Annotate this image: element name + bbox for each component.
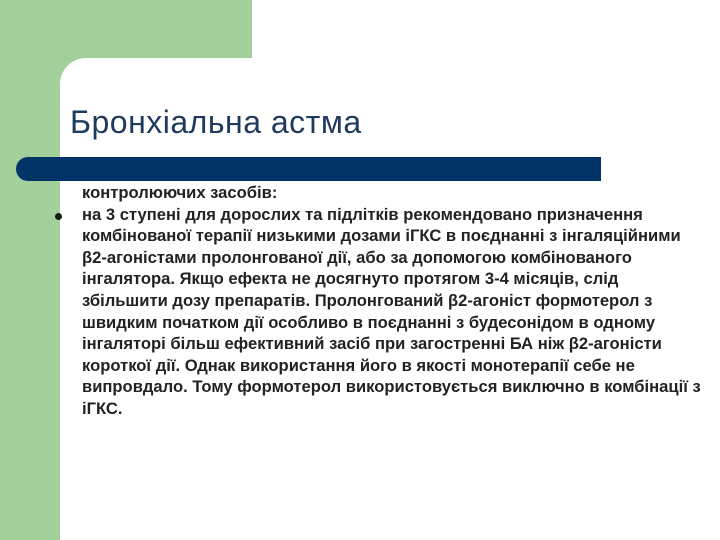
bullet-text: на 3 ступені для дорослих та підлітків рекомендовано призначення комбінованої терапії низькими дозами іГКС в поєднанні з інгаляційними β2-агоністами пролонгованої дії, або за допомогою комбінованого інгалятора. Якщо ефекта не досягнуто протягом 3-4 місяців, слід збільшити дозу препаратів. Пролонгований β2-агоніст формотерол з швидким початком дії особливо в поєднанні з будесонідом в одному інгаляторі більш ефективний засіб при загостренні БА ніж β2-агоністи короткої дії. Однак використання його в якості монотерапії себе не випровдало. Тому формотерол використовується виключно в комбінації з іГКС. xyxy=(82,204,701,418)
bullet-item xyxy=(82,204,707,420)
title-underline-bar xyxy=(16,157,601,181)
slide-body xyxy=(82,182,707,420)
continuation-line: контролюючих засобів: xyxy=(82,183,278,202)
bullet-dot-icon xyxy=(55,213,62,220)
decor-green-strip xyxy=(0,0,60,540)
slide-title: Бронхіальна астма xyxy=(70,104,362,140)
